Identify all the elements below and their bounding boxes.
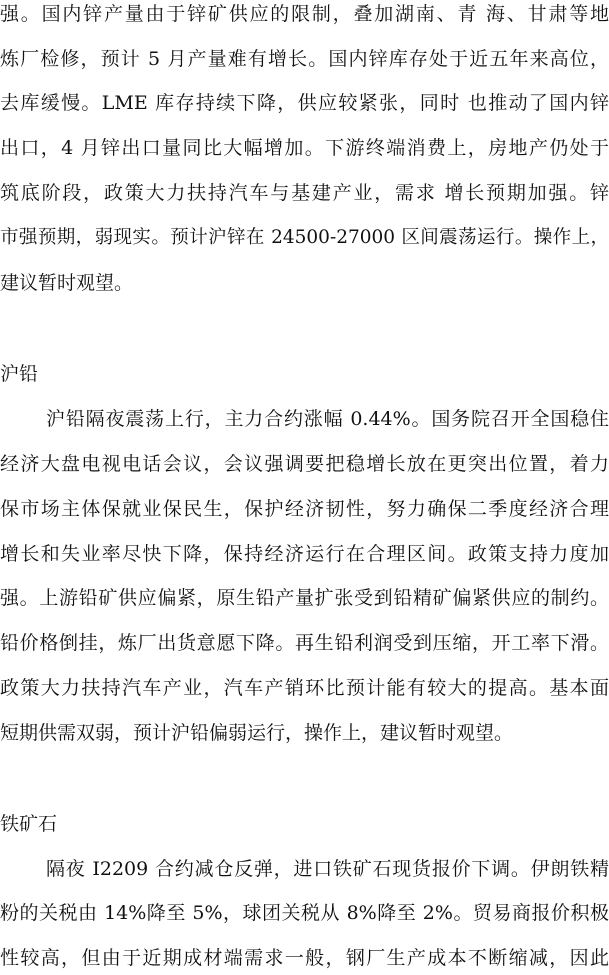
- zinc-line-7: 建议暂时观望。: [0, 272, 134, 294]
- lead-line-7: 政策大力扶持汽车产业，汽车产销环比预计能有较大的提高。基本面: [0, 677, 609, 699]
- iron-ore-line-2: 粉的关税由 14%降至 5%，球团关税从 8%降至 2%。贸易商报价积极: [0, 902, 609, 924]
- lead-line-5: 强。上游铅矿供应偏紧，原生铅产量扩张受到铅精矿偏紧供应的制约。: [0, 587, 609, 609]
- zinc-line-5: 筑底阶段，政策大力扶持汽车与基建产业，需求 增长预期加强。锌: [0, 182, 609, 204]
- lead-line-2: 经济大盘电视电话会议，会议强调要把稳增长放在更突出位置，着力: [0, 453, 609, 475]
- lead-line-3: 保市场主体保就业保民生，保护经济韧性，努力确保二季度经济合理: [0, 498, 609, 520]
- zinc-line-4: 出口，4 月锌出口量同比大幅增加。下游终端消费上，房地产仍处于: [0, 137, 609, 159]
- zinc-line-6: 市强预期，弱现实。预计沪锌在 24500-27000 区间震荡运行。操作上，: [0, 227, 609, 248]
- lead-line-8: 短期供需双弱，预计沪铅偏弱运行，操作上，建议暂时观望。: [0, 722, 514, 744]
- iron-ore-heading: 铁矿石: [0, 813, 58, 835]
- zinc-line-2: 炼厂检修，预计 5 月产量难有增长。国内锌库存处于近五年来高位，: [0, 48, 609, 70]
- lead-line-4: 增长和失业率尽快下降，保持经济运行在合理区间。政策支持力度加: [0, 543, 609, 565]
- iron-ore-line-3: 性较高，但由于近期成材端需求一般，钢厂生产成本不断缩减，因此: [0, 947, 609, 969]
- zinc-line-3: 去库缓慢。LME 库存持续下降，供应较紧张，同时 也推动了国内锌: [0, 92, 609, 114]
- zinc-line-1: 强。国内锌产量由于锌矿供应的限制，叠加湖南、青 海、甘肃等地: [0, 3, 609, 25]
- iron-ore-line-1: 隔夜 I2209 合约减仓反弹，进口铁矿石现货报价下调。伊朗铁精: [46, 858, 609, 880]
- lead-heading: 沪铅: [0, 363, 39, 385]
- lead-line-1: 沪铅隔夜震荡上行，主力合约涨幅 0.44%。国务院召开全国稳住: [46, 408, 609, 430]
- lead-line-6: 铅价格倒挂，炼厂出货意愿下降。再生铅利润受到压缩，开工率下滑。: [0, 632, 609, 654]
